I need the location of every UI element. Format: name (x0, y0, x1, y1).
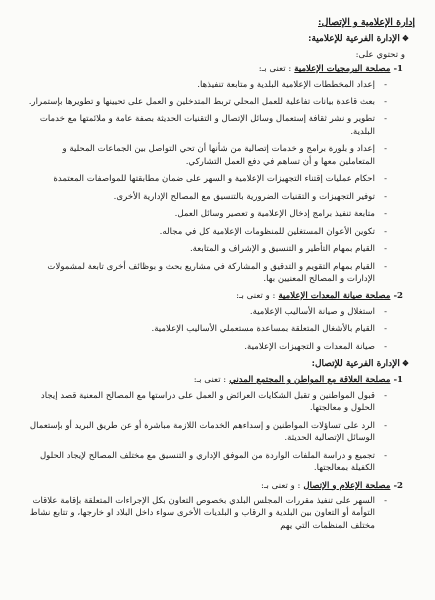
dash-bullet-icon: - (384, 79, 387, 90)
section-intro: و تحتوي على: (355, 49, 405, 60)
subsection-title: مصلحة صيانة المعدات الإعلامية (278, 291, 391, 302)
list-item-text: إعداد المخططات الإعلامية البلدية و متابعة تنفيذها. (197, 79, 375, 90)
diamond-bullet-icon: ❖ (401, 32, 409, 43)
list-item (26, 208, 415, 220)
dash-bullet-icon: - (384, 495, 387, 506)
dash-bullet-icon: - (384, 144, 387, 155)
list-item-text: تطوير و نشر ثقافة إستعمال وسائل الإتصال و التقنيات الحديثة بصفة عامة و ملائمتها مع خدمات البلدية. (39, 114, 375, 137)
list-item (26, 226, 415, 238)
dash-bullet-icon: - (384, 341, 387, 352)
subsection-number: 1- (393, 375, 403, 386)
list-item-text: احكام عمليات إقتناء التجهيزات الإعلامية و السهر على ضمان مطابقتها للمواصفات المعتمدة (53, 174, 375, 185)
dash-bullet-icon: - (384, 261, 387, 272)
list-item-text: استغلال و صيانة الأساليب الإعلامية. (249, 306, 375, 317)
dash-bullet-icon: - (384, 191, 387, 202)
section-heading-informatics (26, 33, 409, 46)
list-item (26, 420, 415, 445)
list-item-text: توفير التجهيزات و التقنيات الضرورية بالتنسيق مع المصالح الإدارية الأخرى. (113, 191, 375, 202)
list-item (26, 243, 415, 255)
dash-bullet-icon: - (384, 174, 387, 185)
dash-bullet-icon: - (384, 390, 387, 401)
list-item (26, 450, 415, 475)
list-item-text: تكوين الأعوان المستغلين للمنظومات الإعلامية كل في مجاله. (159, 226, 375, 237)
subsection-list (26, 495, 415, 532)
list-item-text: إعداد و بلورة برامج و خدمات إتصالية من شأنها أن تحي التواصل بين الجماعات المحلية و المتعاملين معها و أن تساهم في دفع العمل التشاركي. (62, 144, 375, 167)
dash-bullet-icon: - (384, 209, 387, 220)
dash-bullet-icon: - (384, 306, 387, 317)
list-item (26, 341, 415, 353)
subsection-list (26, 79, 415, 286)
list-item (26, 306, 415, 318)
dash-bullet-icon: - (384, 97, 387, 108)
subsection-title: مصلحة البرمجيات الإعلامية (294, 64, 391, 75)
section-heading-text: الإدارة الفرعية للإعلامية: (308, 33, 400, 44)
subsection-heading (26, 63, 403, 75)
list-item (26, 323, 415, 335)
subsection-number: 2- (393, 480, 403, 491)
list-item-text: متابعة تنفيذ برامج إدخال الإعلامية و تعصير وسائل العمل. (174, 209, 375, 220)
dash-bullet-icon: - (384, 226, 387, 237)
list-item (26, 143, 415, 168)
list-item (26, 79, 415, 91)
subsection-suffix: : و تعنى بـ: (261, 480, 301, 491)
list-item (26, 113, 415, 138)
subsection-heading (26, 290, 403, 302)
list-item-text: القيام بالأشغال المتعلقة بمساعدة مستعملي الأساليب الإعلامية. (151, 324, 375, 335)
list-item (26, 173, 415, 185)
page-title: إدارة الإعلامية و الإتصال: (318, 17, 415, 28)
subsection-heading (26, 480, 403, 492)
section-heading-communication (26, 358, 409, 371)
list-item (26, 96, 415, 108)
diamond-bullet-icon: ❖ (401, 358, 409, 369)
section-heading-text: الإدارة الفرعية للإتصال: (311, 359, 400, 370)
subsection-list (26, 390, 415, 475)
list-item-text: تجميع و دراسة الملفات الواردة من الموفق الإداري و التنسيق مع مختلف المصالح لإيجاد الحلول الكفيلة بمعالجتها. (39, 450, 375, 474)
dash-bullet-icon: - (384, 114, 387, 125)
dash-bullet-icon: - (384, 420, 387, 431)
subsection-suffix: : و تعنى بـ: (236, 291, 276, 302)
list-item-text: القيام بمهام التقويم و التدقيق و المشاركة في مشاريع بحث و بوظائف أخرى تابعة لمشمولات الإدارات و المصالح المعنيين بها. (47, 261, 375, 285)
list-item (26, 261, 415, 286)
dash-bullet-icon: - (384, 244, 387, 255)
list-item (26, 495, 415, 532)
list-item-text: صيانة المعدات و التجهيزات الإعلامية. (244, 341, 375, 352)
dash-bullet-icon: - (384, 324, 387, 335)
subsection-suffix: : تعنى بـ: (193, 375, 227, 386)
subsection-title: مصلحة العلاقة مع المواطن و المجتمع المدني (229, 375, 391, 386)
subsection-list (26, 306, 415, 353)
subsection-suffix: : تعنى بـ: (258, 64, 292, 75)
list-item-text: بعث قاعدة بيانات تفاعلية للعمل المحلي تربط المتدخلين و العمل على تحيينها و تطويرها بإستمرار. (28, 97, 375, 108)
list-item-text: الرد على تساؤلات المواطنين و إسداءهم الخدمات اللازمة مباشرة أو عن طريق البريد أو بإستعمال الوسائل الإتصالية الحديثة. (29, 420, 375, 444)
list-item-text: السهر على تنفيذ مقررات المجلس البلدي بخصوص التعاون بكل الإجراءات المتعلقة بإقامة علاقات التوأمة أو التعاون بين البلدية و الرقاب و البلديات الأخرى سواء داخل البلاد او خارجها، و تتابع نشاط مختلف المنظمات التي يهم (29, 495, 375, 531)
list-item-text: قبول المواطنين و تقبل الشكايات العرائض و العمل على دراستها مع المصالح المعنية قصد إيجاد الحلول و معالجتها. (40, 390, 375, 414)
subsection-number: 2- (393, 291, 403, 302)
list-item-text: القيام بمهام التأطير و التنسيق و الإشراف و المتابعة. (189, 244, 375, 255)
dash-bullet-icon: - (384, 450, 387, 461)
list-item (26, 191, 415, 203)
subsection-number: 1- (393, 64, 403, 75)
subsection-title: مصلحة الإعلام و الإتصال (303, 480, 391, 491)
list-item (26, 390, 415, 415)
subsection-heading (26, 374, 403, 386)
